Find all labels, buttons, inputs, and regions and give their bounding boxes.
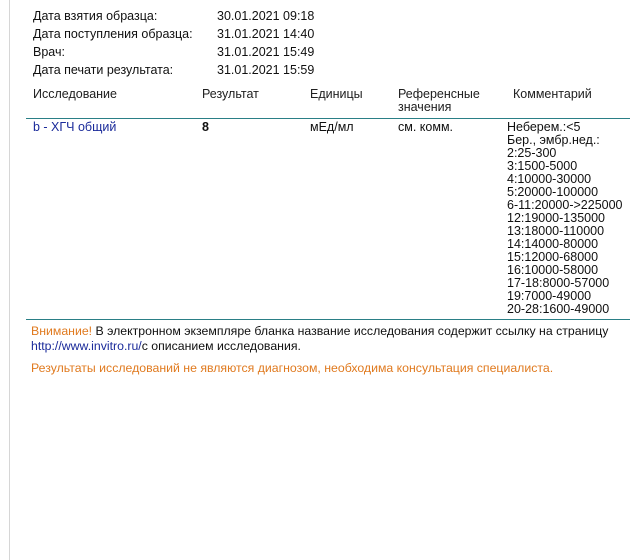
notice-text: В электронном экземпляре бланка название исследования содержит ссылку на страницу [92, 324, 609, 338]
info-value: 31.01.2021 15:59 [217, 63, 315, 77]
info-row-sample-taken [33, 7, 314, 25]
header-comment: Комментарий [513, 87, 592, 101]
header-reference-line2: значения [398, 99, 452, 114]
info-label: Врач: [33, 45, 65, 59]
header-reference-line1: Референсные [398, 87, 480, 101]
table-bottom-rule [26, 319, 630, 320]
info-value: 31.01.2021 15:49 [217, 45, 315, 59]
comment-line: Неберем.:<5 [507, 120, 581, 134]
comment-line: 2:25-300 [507, 146, 557, 160]
info-value: 31.01.2021 14:40 [217, 27, 315, 41]
info-label: Дата поступления образца: [33, 27, 193, 41]
comment-line: 19:7000-49000 [507, 289, 592, 303]
info-row-doctor [33, 43, 314, 61]
info-row-print-date [33, 61, 314, 79]
comment-line: 14:14000-80000 [507, 237, 599, 251]
comment-values [507, 121, 623, 316]
header-result: Результат [202, 87, 259, 101]
disclaimer-text: Результаты исследований не являются диагнозом, необходима консультация специалиста. [31, 361, 554, 375]
comment-line: 20-28:1600-49000 [507, 302, 610, 316]
info-value: 30.01.2021 09:18 [217, 9, 315, 23]
comment-line: 15:12000-68000 [507, 250, 599, 264]
header-study: Исследование [33, 87, 117, 101]
info-row-sample-received [33, 25, 314, 43]
comment-line: 17-18:8000-57000 [507, 276, 610, 290]
comment-line: 12:19000-135000 [507, 211, 606, 225]
info-label: Дата взятия образца: [33, 9, 158, 23]
reference-value: см. комм. [398, 120, 454, 134]
result-value: 8 [202, 120, 209, 134]
notice-warning-label: Внимание! [31, 324, 93, 338]
comment-line: 6-11:20000->225000 [507, 198, 623, 212]
comment-line: 5:20000-100000 [507, 185, 599, 199]
electronic-copy-notice [31, 324, 629, 354]
results-table-header [26, 88, 630, 119]
units-value: мЕд/мл [310, 120, 354, 134]
comment-line: 13:18000-110000 [507, 224, 605, 238]
sample-info-block [33, 7, 314, 79]
comment-line: 16:10000-58000 [507, 263, 599, 277]
page-left-border [9, 0, 10, 560]
header-units: Единицы [310, 87, 363, 101]
comment-line: Бер., эмбр.нед.: [507, 133, 600, 147]
study-name-link[interactable]: b - ХГЧ общий [33, 120, 117, 134]
notice-text-end: с описанием исследования. [141, 339, 301, 353]
invitro-link[interactable]: http://www.invitro.ru/ [31, 339, 142, 353]
comment-line: 3:1500-5000 [507, 159, 578, 173]
comment-line: 4:10000-30000 [507, 172, 592, 186]
header-reference [398, 88, 480, 113]
info-label: Дата печати результата: [33, 63, 174, 77]
